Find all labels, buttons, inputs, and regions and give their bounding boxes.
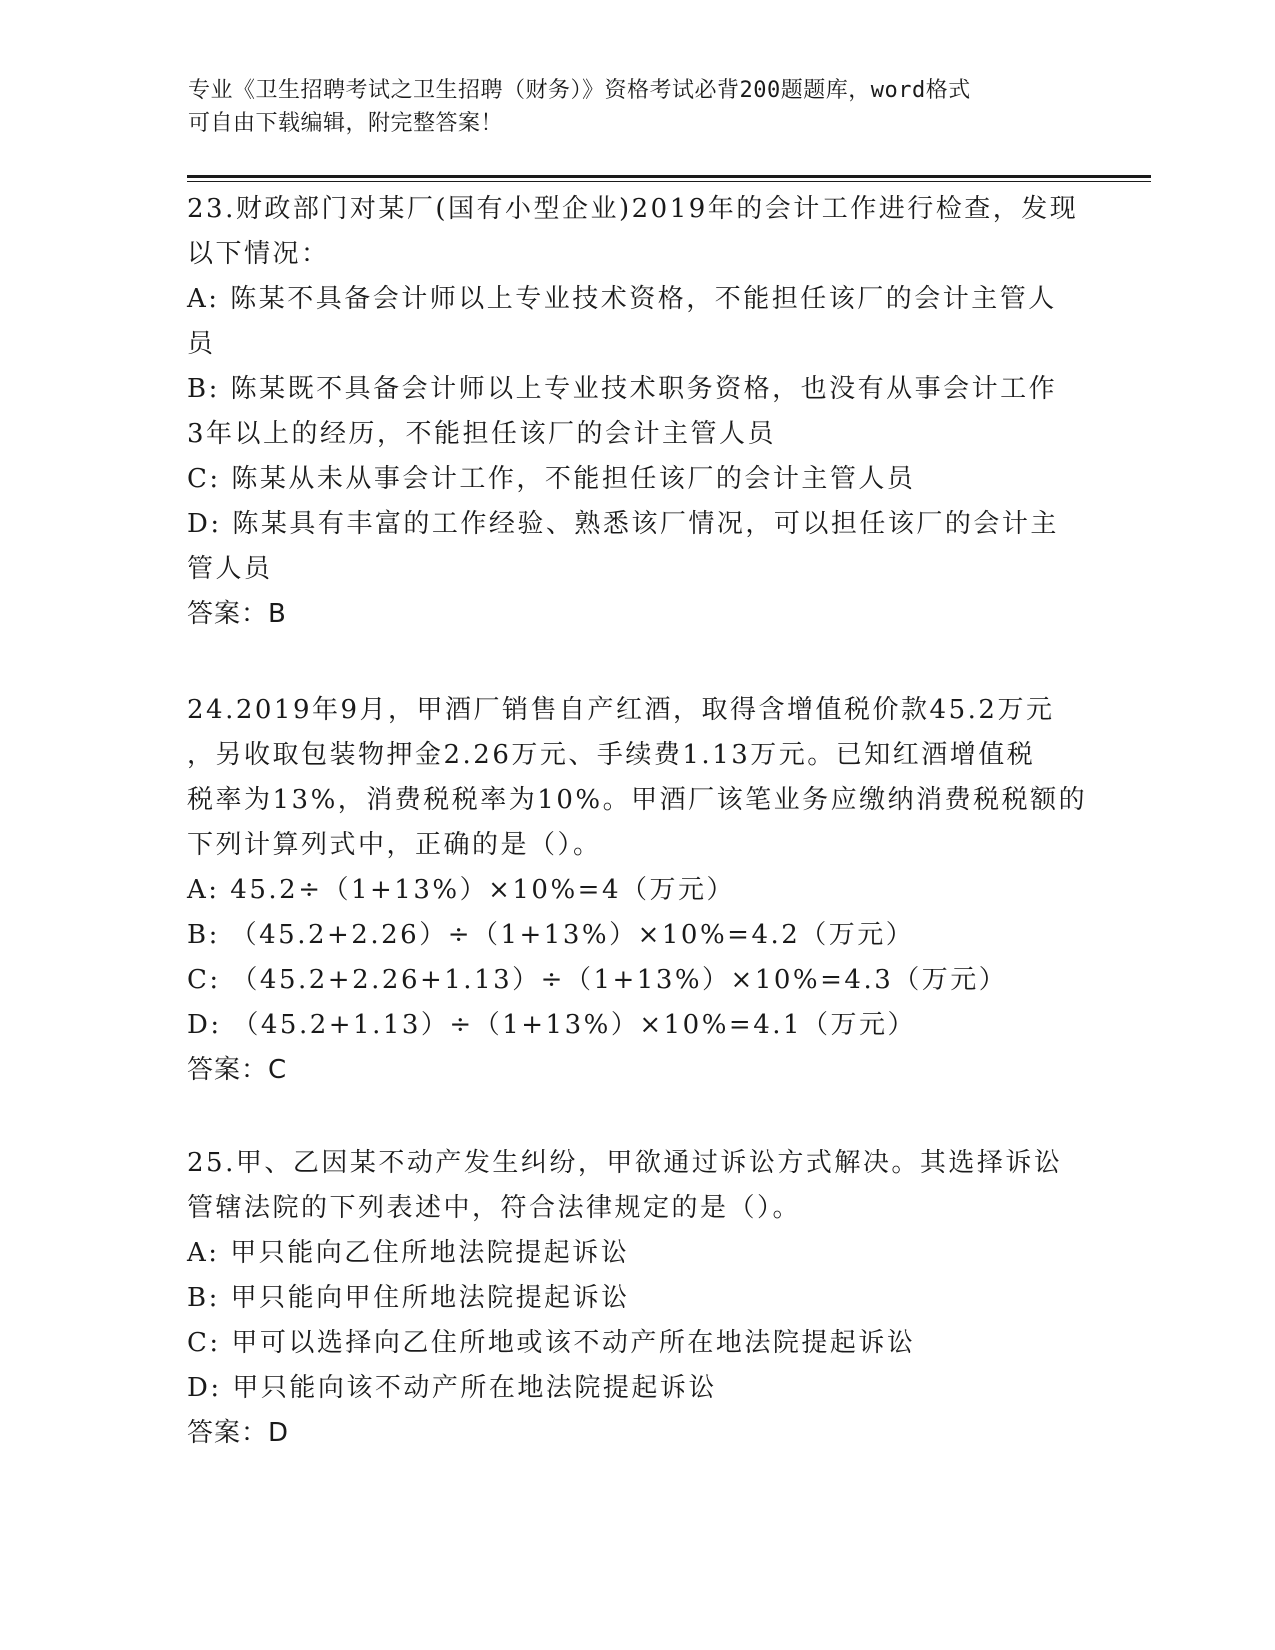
answer-label: 答案：D	[187, 1418, 290, 1448]
option-a-continued: 员	[187, 329, 216, 359]
question-stem-line: 以下情况：	[187, 239, 330, 269]
option-d: D: 甲只能向该不动产所在地法院提起诉讼	[187, 1373, 717, 1403]
option-b: B: 陈某既不具备会计师以上专业技术职务资格，也没有从事会计工作	[187, 374, 1058, 404]
option-d: D: 陈某具有丰富的工作经验、熟悉该厂情况，可以担任该厂的会计主	[187, 509, 1059, 539]
question-stem-line: 23.财政部门对某厂(国有小型企业)2019年的会计工作进行检查，发现	[187, 194, 1079, 224]
question-24	[187, 688, 1087, 1093]
header-divider-thick	[187, 175, 1151, 178]
header-line-2: 可自由下载编辑，附完整答案！	[188, 111, 504, 136]
document-header	[188, 74, 1068, 140]
question-stem-line: 下列计算列式中，正确的是（）。	[187, 830, 602, 860]
question-stem-line: ，另收取包装物押金2.26万元、手续费1.13万元。已知红酒增值税	[187, 740, 1036, 770]
option-a: A: 45.2÷（1+13%）×10%=4（万元）	[187, 875, 735, 905]
question-23	[187, 187, 1087, 637]
question-25	[187, 1141, 1087, 1456]
option-c: C: 陈某从未从事会计工作，不能担任该厂的会计主管人员	[187, 464, 916, 494]
option-b-continued: 3年以上的经历，不能担任该厂的会计主管人员	[187, 419, 777, 449]
option-b: B: 甲只能向甲住所地法院提起诉讼	[187, 1283, 630, 1313]
question-stem-line: 25.甲、乙因某不动产发生纠纷，甲欲通过诉讼方式解决。其选择诉讼	[187, 1148, 1063, 1178]
option-c: C: 甲可以选择向乙住所地或该不动产所在地法院提起诉讼	[187, 1328, 916, 1358]
question-stem-line: 24.2019年9月，甲酒厂销售自产红酒，取得含增值税价款45.2万元	[187, 695, 1055, 725]
option-b: B: （45.2+2.26）÷（1+13%）×10%=4.2（万元）	[187, 920, 915, 950]
question-stem-line: 管辖法院的下列表述中，符合法律规定的是（）。	[187, 1193, 802, 1223]
option-d: D: （45.2+1.13）÷（1+13%）×10%=4.1（万元）	[187, 1010, 917, 1040]
answer-label: 答案：B	[187, 599, 287, 629]
header-line-1: 专业《卫生招聘考试之卫生招聘（财务）》资格考试必背200题题库，word格式	[188, 78, 971, 103]
option-c: C: （45.2+2.26+1.13）÷（1+13%）×10%=4.3（万元）	[187, 965, 1008, 995]
option-a: A: 甲只能向乙住所地法院提起诉讼	[187, 1238, 630, 1268]
header-divider-thin	[187, 181, 1151, 182]
answer-label: 答案：C	[187, 1055, 288, 1085]
option-d-continued: 管人员	[187, 554, 273, 584]
question-stem-line: 税率为13%，消费税税率为10%。甲酒厂该笔业务应缴纳消费税税额的	[187, 785, 1088, 815]
option-a: A: 陈某不具备会计师以上专业技术资格，不能担任该厂的会计主管人	[187, 284, 1057, 314]
